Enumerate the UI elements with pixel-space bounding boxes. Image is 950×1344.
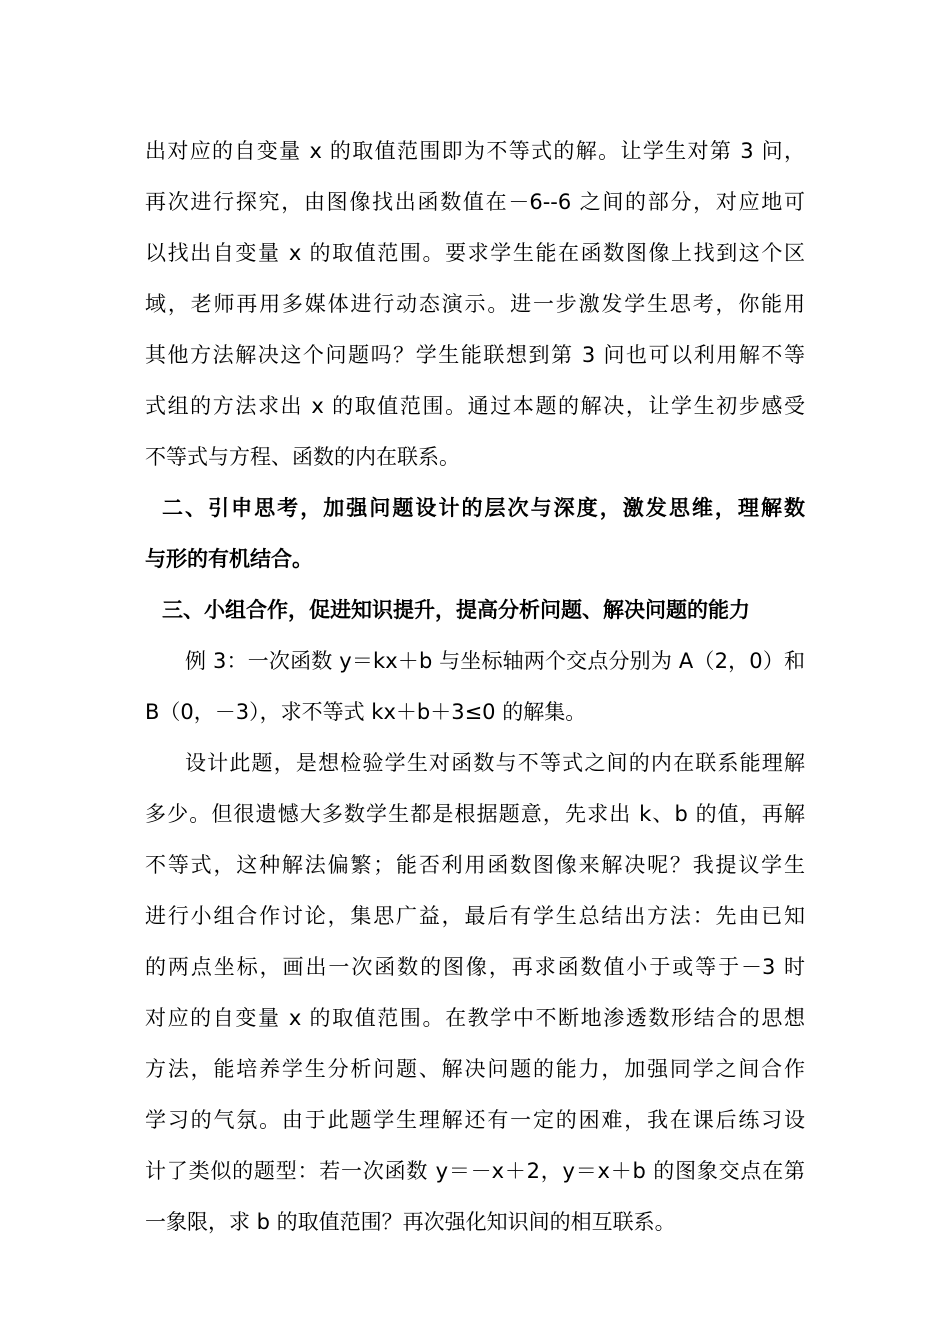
paragraph-line: 不等式与方程、函数的内在联系。 (145, 445, 460, 469)
paragraph-line: 方法，能培养学生分析问题、解决问题的能力，加强同学之间合作 (145, 1057, 805, 1081)
paragraph-line: 出对应的自变量 x 的取值范围即为不等式的解。让学生对第 3 问， (145, 139, 805, 163)
section-heading-2 (145, 483, 805, 585)
paragraph-2 (145, 738, 805, 1248)
example-line: B（0，－3），求不等式 kx＋b＋3≤0 的解集。 (145, 700, 587, 724)
paragraph-line: 设计此题，是想检验学生对函数与不等式之间的内在联系能理解 (185, 751, 805, 775)
example-line: 例 3：一次函数 y＝kx＋b 与坐标轴两个交点分别为 A（2，0）和 (185, 649, 805, 673)
paragraph-line: 不等式，这种解法偏繁；能否利用函数图像来解决呢？我提议学生 (145, 853, 805, 877)
paragraph-line: 多少。但很遗憾大多数学生都是根据题意，先求出 k、b 的值，再解 (145, 802, 805, 826)
paragraph-line: 的两点坐标，画出一次函数的图像，再求函数值小于或等于－3 时 (145, 955, 805, 979)
paragraph-1 (145, 126, 805, 483)
heading-line: 三、小组合作，促进知识提升，提高分析问题、解决问题的能力 (162, 598, 750, 622)
paragraph-line: 其他方法解决这个问题吗？学生能联想到第 3 问也可以利用解不等 (145, 343, 805, 367)
heading-line: 与形的有机结合。 (145, 547, 313, 571)
paragraph-line: 式组的方法求出 x 的取值范围。通过本题的解决，让学生初步感受 (145, 394, 805, 418)
document-body (145, 126, 805, 1248)
paragraph-line: 计了类似的题型：若一次函数 y＝－x＋2，y＝x＋b 的图象交点在第 (145, 1159, 805, 1183)
paragraph-line: 学习的气氛。由于此题学生理解还有一定的困难，我在课后练习设 (145, 1108, 805, 1132)
paragraph-line: 进行小组合作讨论，集思广益，最后有学生总结出方法：先由已知 (145, 904, 805, 928)
paragraph-line: 域，老师再用多媒体进行动态演示。进一步激发学生思考，你能用 (145, 292, 805, 316)
paragraph-line: 对应的自变量 x 的取值范围。在教学中不断地渗透数形结合的思想 (145, 1006, 805, 1030)
paragraph-line: 以找出自变量 x 的取值范围。要求学生能在函数图像上找到这个区 (145, 241, 805, 265)
example-3 (145, 636, 805, 738)
paragraph-line: 一象限，求 b 的取值范围？再次强化知识间的相互联系。 (145, 1210, 676, 1234)
heading-line: 二、引申思考，加强问题设计的层次与深度，激发思维，理解数 (162, 496, 805, 520)
section-heading-3 (145, 585, 805, 636)
paragraph-line: 再次进行探究，由图像找出函数值在－6--6 之间的部分，对应地可 (145, 190, 805, 214)
